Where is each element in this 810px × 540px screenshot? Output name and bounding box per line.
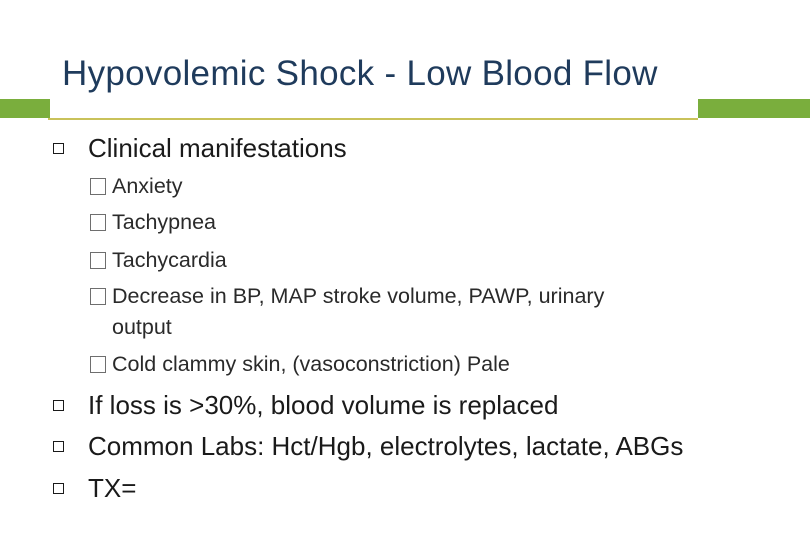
sub-bullet-box-icon bbox=[90, 288, 106, 305]
square-bullet-icon bbox=[53, 483, 64, 494]
sub-bullet-item bbox=[90, 210, 216, 235]
square-bullet-icon bbox=[53, 441, 64, 452]
title-rule-line bbox=[48, 118, 698, 120]
sub-bullet-text: Decrease in BP, MAP stroke volume, PAWP, urinary bbox=[112, 284, 605, 308]
sub-bullet-box-icon bbox=[90, 178, 106, 195]
sub-bullet-item bbox=[90, 248, 227, 273]
sub-bullet-item bbox=[90, 352, 510, 377]
sub-bullet-box-icon bbox=[90, 252, 106, 269]
sub-bullet-item bbox=[90, 284, 604, 309]
sub-bullet-text: Anxiety bbox=[112, 174, 183, 198]
sub-bullet-box-icon bbox=[90, 214, 106, 231]
slide-title: Hypovolemic Shock - Low Blood Flow bbox=[62, 54, 658, 93]
bullet-common-labs: Common Labs: Hct/Hgb, electrolytes, lactate, ABGs bbox=[88, 431, 684, 461]
sub-bullet-box-icon bbox=[90, 356, 106, 373]
square-bullet-icon bbox=[53, 143, 64, 154]
bullet-blood-loss: If loss is >30%, blood volume is replaced bbox=[88, 390, 559, 420]
sub-bullet-continuation: output bbox=[112, 315, 172, 339]
bullet-tx: TX= bbox=[88, 473, 137, 503]
title-rule-vertical bbox=[48, 99, 50, 120]
square-bullet-icon bbox=[53, 400, 64, 411]
sub-bullet-text: Tachypnea bbox=[112, 210, 216, 234]
bullet-clinical-manifestations: Clinical manifestations bbox=[88, 133, 347, 163]
sub-bullet-item bbox=[90, 174, 183, 199]
sub-bullet-text: Cold clammy skin, (vasoconstriction) Pale bbox=[112, 352, 510, 376]
title-rule-left-bar bbox=[0, 99, 48, 118]
title-rule-right-bar bbox=[698, 99, 810, 118]
sub-bullet-text: Tachycardia bbox=[112, 248, 227, 272]
